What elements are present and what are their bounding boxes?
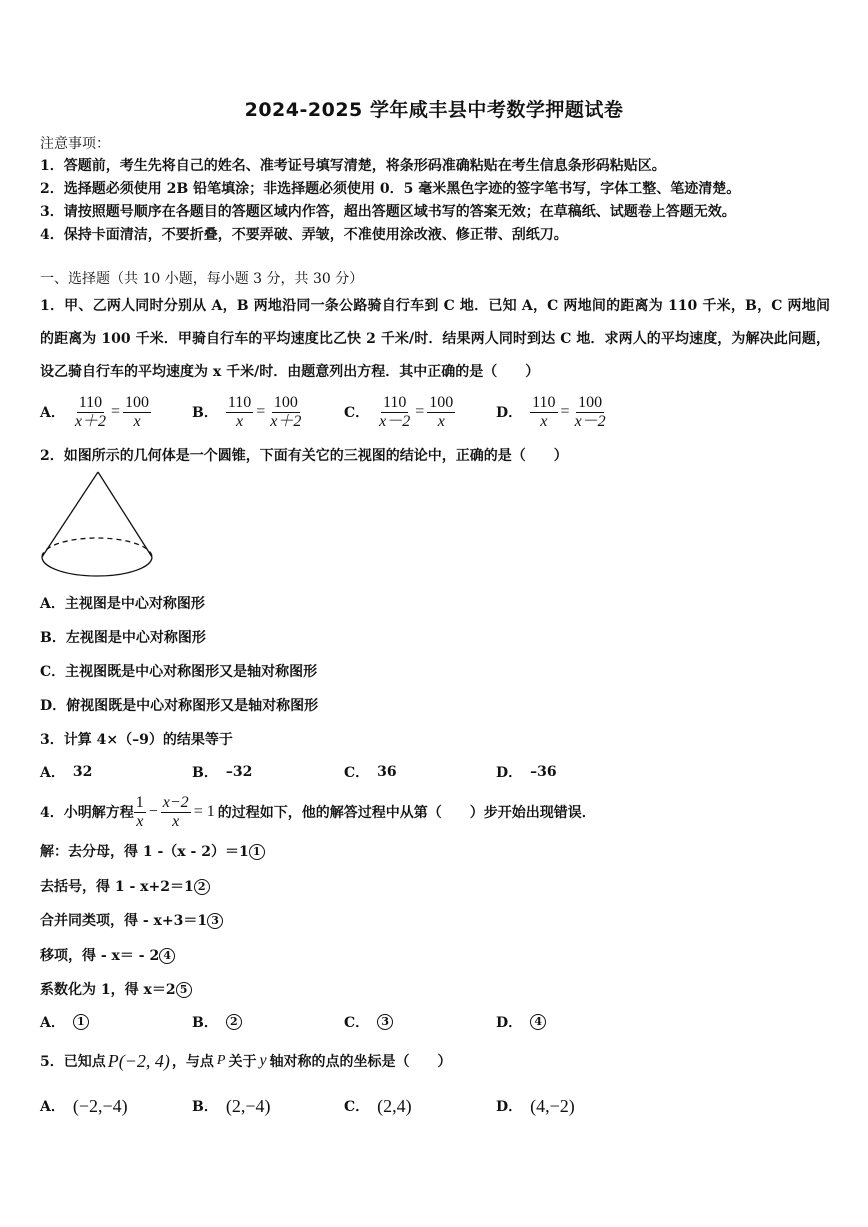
q2-option-d[interactable]: D．俯视图既是中心对称图形又是轴对称图形 <box>40 698 319 714</box>
question-3-options <box>40 752 830 792</box>
circled-number: 1 <box>73 1014 89 1030</box>
exam-title: 2024-2025 学年咸丰县中考数学押题试卷 <box>244 99 624 121</box>
circled-number: 2 <box>226 1014 242 1030</box>
cone-base-front <box>42 557 152 576</box>
q4-step-3: 合并同类项，得 - x+3＝1 3 <box>40 910 223 930</box>
q3-option-d[interactable]: D． –36 <box>496 764 557 781</box>
notice-item-4: 4．保持卡面清洁，不要折叠，不要弄破、弄皱，不准使用涂改液、修正带、刮纸刀。 <box>40 227 568 243</box>
q4-option-c[interactable]: C． 3 <box>344 1002 393 1042</box>
q3-option-b[interactable]: B． –32 <box>192 764 253 781</box>
circled-number: 4 <box>530 1014 546 1030</box>
cone-base-back <box>42 538 152 557</box>
section-heading: 一、选择题（共 10 小题，每小题 3 分，共 30 分） <box>40 271 364 287</box>
fraction: $\frac{110}{x+2}$ <box>74 393 106 430</box>
q4-option-d[interactable]: D． 4 <box>496 1002 546 1042</box>
fraction: $\frac{100}{x}$ <box>429 393 454 430</box>
q2-option-a[interactable]: A．主视图是中心对称图形 <box>40 596 205 612</box>
fraction: $\frac{100}{x+2}$ <box>270 393 302 430</box>
question-1-stem: 1．甲、乙两人同时分别从 A，B 两地沿同一条公路骑自行车到 C 地．已知 A，C 两地间的距离为 110 千米，B，C 两地间的距离为 100 千米．甲骑自行车的平均速度比乙快 2 千米/时．结果两人同时到达 C 地．求两人的平均速度，为解决此问题，设乙骑自行车的平均速度为 x 千米/时．由题意列出方程．其中正确的是（ ） <box>40 298 830 380</box>
circled-number: 3 <box>377 1014 393 1030</box>
question-5-stem: 5．已知点 P(−2, 4) ，与点 P 关于 y 轴对称的点的坐标是（ ） <box>40 1050 452 1071</box>
notice-heading: 注意事项： <box>40 136 110 152</box>
q1-option-c[interactable]: C． $\frac{110}{x-2}$ = $\frac{100}{x}$ <box>344 393 454 430</box>
q4-option-b[interactable]: B． 2 <box>192 1002 242 1042</box>
circled-number: 1 <box>249 844 265 860</box>
q1-option-a[interactable]: A． $\frac{110}{x+2}$ = $\frac{100}{x}$ <box>40 393 150 430</box>
question-1-options <box>40 392 830 432</box>
cone-left-edge <box>42 472 98 557</box>
q2-option-b[interactable]: B．左视图是中心对称图形 <box>40 630 206 646</box>
fraction: $\frac{110}{x-2}$ <box>379 393 411 430</box>
q1-option-b[interactable]: B． $\frac{110}{x}$ = $\frac{100}{x+2}$ <box>192 393 302 430</box>
fraction: $\frac{110}{x}$ <box>532 393 556 430</box>
cone-right-edge <box>98 472 152 557</box>
notice-item-2: 2．选择题必须使用 2B 铅笔填涂；非选择题必须使用 0．5 毫米黑色字迹的签字笔书写，字体工整、笔迹清楚。 <box>40 181 741 197</box>
q4-step-4: 移项，得 - x＝ - 2 4 <box>40 945 175 965</box>
fraction: $\frac{1}{x}$ <box>135 793 144 830</box>
circled-number: 4 <box>159 948 175 964</box>
q3-option-a[interactable]: A． 32 <box>40 764 93 781</box>
question-4-options <box>40 1002 830 1042</box>
question-4-stem: 4．小明解方程 $\frac{1}{x}$ − $\frac{x-2}{x}$ = 1 的过程如下，他的解答过程中从第（ ）步开始出现错误． <box>40 793 596 830</box>
q4-option-a[interactable]: A． 1 <box>40 1002 89 1042</box>
q2-option-c[interactable]: C．主视图既是中心对称图形又是轴对称图形 <box>40 664 318 680</box>
q4-step-2: 去括号，得 1 - x+2＝1 2 <box>40 876 210 896</box>
q5-option-a[interactable]: A． (−2,−4) <box>40 1095 128 1116</box>
cone-figure <box>40 470 156 582</box>
question-2-stem: 2．如图所示的几何体是一个圆锥，下面有关它的三视图的结论中，正确的是（ ） <box>40 448 568 464</box>
q5-option-c[interactable]: C． (2,4) <box>344 1095 412 1116</box>
fraction: $\frac{100}{x-2}$ <box>574 393 606 430</box>
circled-number: 5 <box>176 982 192 998</box>
q4-step-1: 解：去分母，得 1 -（x - 2）＝1 1 <box>40 841 265 861</box>
q1-option-d[interactable]: D． $\frac{110}{x}$ = $\frac{100}{x-2}$ <box>496 393 606 430</box>
circled-number: 2 <box>194 879 210 895</box>
circled-number: 3 <box>207 913 223 929</box>
q5-option-b[interactable]: B． (2,−4) <box>192 1095 271 1116</box>
q4-step-5: 系数化为 1，得 x＝2 5 <box>40 979 192 999</box>
q3-option-c[interactable]: C． 36 <box>344 764 397 781</box>
notice-item-3: 3．请按照题号顺序在各题目的答题区域内作答，超出答题区域书写的答案无效；在草稿纸、试题卷上答题无效。 <box>40 204 736 220</box>
question-3-stem: 3．计算 4×（–9）的结果等于 <box>40 732 233 748</box>
fraction: $\frac{110}{x}$ <box>227 393 252 430</box>
q5-option-d[interactable]: D． (4,−2) <box>496 1095 575 1116</box>
fraction: $\frac{x-2}{x}$ <box>162 793 189 830</box>
fraction: $\frac{100}{x}$ <box>125 393 150 430</box>
notice-item-1: 1．答题前，考生先将自己的姓名、准考证号填写清楚，将条形码准确粘贴在考生信息条形码粘贴区。 <box>40 158 666 174</box>
question-5-options <box>40 1086 830 1126</box>
